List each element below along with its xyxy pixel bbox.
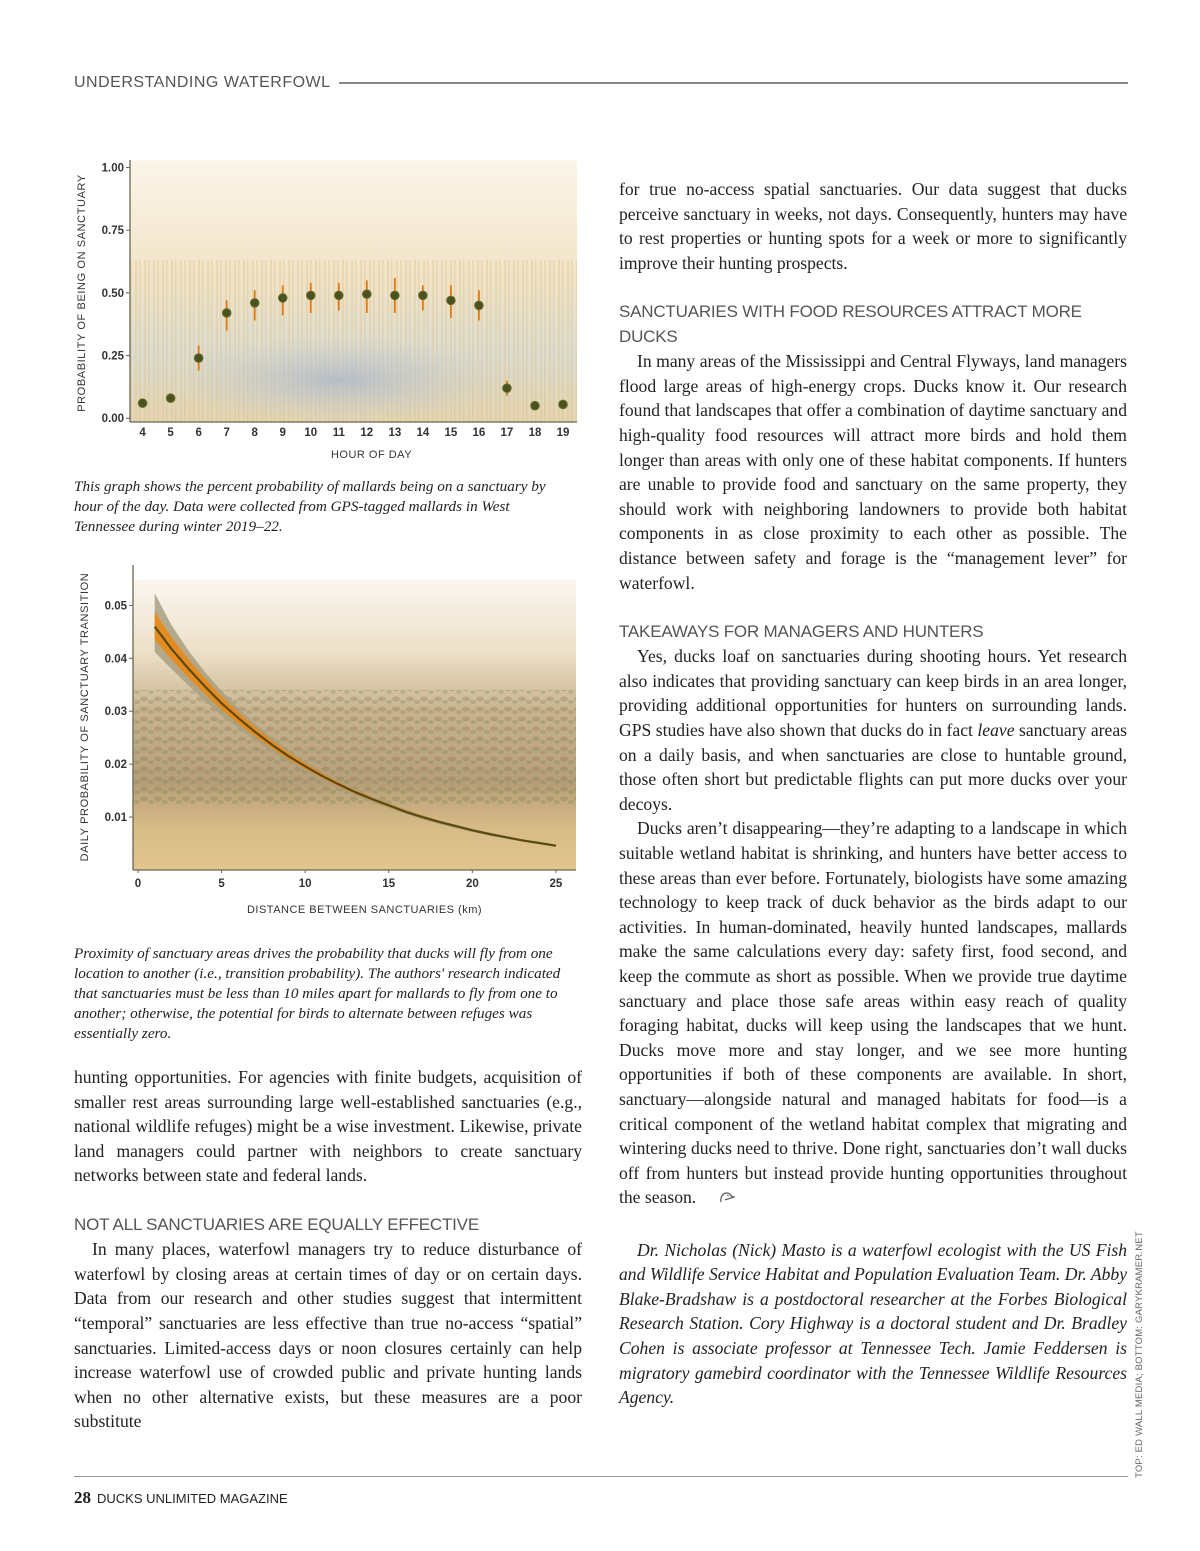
x-tick-label: 8 (251, 427, 258, 439)
data-point (138, 399, 147, 408)
x-tick-label: 17 (500, 427, 514, 439)
x-tick-label: 7 (223, 427, 230, 439)
photo-credit: TOP: ED WALL MEDIA; BOTTOM: GARYKRAMER.NET (1134, 1231, 1145, 1478)
chart-sanctuary-by-hour (70, 150, 590, 470)
water-area (170, 335, 510, 425)
x-tick-label: 10 (304, 427, 318, 439)
data-point (475, 301, 484, 310)
chart-transition-vs-distance-svg (70, 565, 590, 930)
x-tick-label: 16 (472, 427, 486, 439)
chart1-caption: This graph shows the percent probability of mallards being on a sanctuary by hour of the day. Data were collected from GPS-tagged mallards in West Tennessee during winter 2019–22. (74, 478, 546, 535)
x-tick-label: 4 (139, 427, 146, 439)
x-tick-label: 15 (382, 878, 396, 890)
y-tick-label: 0.00 (101, 413, 124, 426)
y-tick-label: 0.25 (101, 350, 124, 363)
footer-rule (74, 1476, 1128, 1477)
x-tick-label: 9 (279, 427, 286, 439)
data-point (250, 299, 259, 308)
data-point (419, 291, 428, 300)
heading-food-resources: SANCTUARIES WITH FOOD RESOURCES ATTRACT MORE DUCKS (619, 301, 1082, 346)
publication-name: DUCKS UNLIMITED MAGAZINE (97, 1491, 288, 1506)
y-tick-label: 0.03 (104, 706, 127, 719)
x-tick-label: 5 (167, 427, 174, 439)
y-axis-label: DAILY PROBABILITY OF SANCTUARY TRANSITION (79, 572, 91, 862)
x-tick-label: 19 (556, 427, 570, 439)
x-tick-label: 6 (195, 427, 202, 439)
x-axis-label: DISTANCE BETWEEN SANCTUARIES (km) (246, 904, 483, 916)
x-tick-label: 13 (388, 427, 402, 439)
left-paragraph-1: hunting opportunities. For agencies with finite budgets, acquisition of smaller rest areas surrounding large well-established sanctuaries (e.g., national wildlife refuges) might be a wise investment. Likewise, private land managers could partner with neighbors to create sanctuary networks between state and federal lands. (74, 1067, 582, 1186)
x-axis-label: HOUR OF DAY (330, 449, 413, 461)
data-point (531, 401, 540, 410)
y-axis-label: PROBABILITY OF BEING ON SANCTUARY (76, 174, 88, 412)
chart-sanctuary-by-hour-svg (70, 150, 590, 470)
right-column (619, 177, 1127, 1410)
x-tick-label: 11 (332, 427, 345, 439)
y-tick-label: 0.50 (101, 287, 124, 300)
x-tick-label: 10 (298, 878, 312, 890)
y-tick-label: 0.01 (104, 812, 127, 825)
duck-head-end-mark-icon (701, 1188, 735, 1213)
data-point (194, 354, 203, 363)
right-paragraph-3: Yes, ducks loaf on sanctuaries during shooting hours. Yet research also indicates that providing sanctuary can keep birds in an area longer, providing additional opportunities for hunters on surrounding lands. GPS studies have also shown that ducks do in fact leave sanctuary areas on a daily basis, and when sanctuaries are close to huntable ground, those often short but predictable flights can put more ducks over your decoys. (619, 646, 1127, 814)
data-point (278, 294, 287, 303)
section-title: UNDERSTANDING WATERFOWL (74, 74, 331, 91)
right-paragraph-1: for true no-access spatial sanctuaries. Our data suggest that ducks perceive sanctuary in weeks, not days. Consequently, hunters may have to rest properties or hunting spots for a week or more to significantly improve their hunting prospects. (619, 179, 1127, 273)
data-point (559, 400, 568, 409)
section-header (74, 72, 1128, 94)
data-point (306, 291, 315, 300)
heading-takeaways: TAKEAWAYS FOR MANAGERS AND HUNTERS (619, 621, 984, 641)
emphasis-leave: leave (977, 720, 1015, 741)
y-tick-label: 0.75 (101, 225, 124, 238)
data-point (363, 290, 372, 299)
chart2-caption: Proximity of sanctuary areas drives the probability that ducks will fly from one location to another (i.e., transition probability). The authors' research indicated that sanctuaries must be less than 10 miles apart for mallards to fly from one to another; otherwise, the potential for birds to alternate between refuges was essentially zero. (74, 945, 561, 1042)
page-number: 28 (74, 1488, 91, 1507)
page-footer (74, 1488, 288, 1508)
y-tick-label: 0.04 (104, 653, 127, 666)
duck-flock-texture (133, 690, 576, 805)
y-tick-label: 1.00 (101, 162, 124, 175)
left-paragraph-2: In many places, waterfowl managers try to reduce disturbance of waterfowl by closing areas at certain times of day or on certain days. Data from our research and other studies suggest that intermittent “temporal” sanctuaries are less effective than true no-access “spatial” sanctuaries. Limited-access days or noon closures certainly can help increase waterfowl use of crowded public and private hunting lands when no other alternative exists, but these measures are a poor substitute (74, 1239, 582, 1432)
x-tick-label: 18 (528, 427, 542, 439)
x-tick-label: 14 (416, 427, 430, 439)
x-tick-label: 0 (134, 878, 142, 890)
y-tick-label: 0.02 (104, 759, 127, 772)
author-bio: Dr. Nicholas (Nick) Masto is a waterfowl ecologist with the US Fish and Wildlife Service Habitat and Population Evaluation Team. Dr. Abby Blake-Bradshaw is a postdoctoral researcher at the Forbes Biological Research Station. Cory Highway is a doctoral student and Dr. Bradley Cohen is associate professor at Tennessee Tech. Jamie Feddersen is migratory gamebird coordinator with the Tennessee Wildlife Resources Agency. (619, 1239, 1127, 1408)
chart-transition-vs-distance (70, 565, 590, 930)
data-point (447, 296, 456, 305)
y-tick-label: 0.05 (104, 600, 127, 613)
right-paragraph-2: In many areas of the Mississippi and Central Flyways, land managers flood large areas of high-energy crops. Ducks know it. Our research found that landscapes that offer a combination of daytime sanctuary and high-quality food resources will attract more birds and hold them longer than areas with only one of these habitat components. If hunters are unable to provide food and sanctuary on the same property, they should work with neighboring landowners to provide both habitat components in as close proximity to each other as possible. The distance between safety and forage is the “management lever” for waterfowl. (619, 351, 1127, 593)
x-tick-label: 5 (218, 878, 225, 890)
x-tick-label: 25 (549, 878, 563, 890)
data-point (166, 394, 175, 403)
data-point (391, 291, 400, 300)
x-tick-label: 15 (444, 427, 458, 439)
right-paragraph-4: Ducks aren’t disappearing—they’re adapting to a landscape in which suitable wetland habitat is shrinking, and hunters have better access to these areas than ever before. Fortunately, biologists have some amazing technology to keep track of duck behavior as the birds adapt to our activities. In human-dominated, heavily hunted landscapes, mallards make the same calculations every day: safety first, food second, and keep the commute as short as possible. When we provide true daytime sanctuary and place those safe areas within easy reach of quality foraging habitat, ducks will keep using the landscapes that we hunt. Ducks move more and stay longer, and we see more hunting opportunities if both of these components are available. In short, sanctuary—alongside natural and managed habitats for food—is a critical component of the wetland habitat complex that migrating and wintering ducks need to thrive. Done right, sanctuaries don’t wall ducks off from hunters but instead provide hunting opportunities throughout the season. (619, 816, 1127, 1213)
x-tick-label: 12 (360, 427, 374, 439)
x-tick-label: 20 (465, 878, 479, 890)
data-point (334, 291, 343, 300)
data-point (503, 384, 512, 393)
heading-not-all-sanctuaries: NOT ALL SANCTUARIES ARE EQUALLY EFFECTIVE (74, 1214, 479, 1234)
left-column (74, 1065, 582, 1434)
header-rule (339, 82, 1128, 84)
data-point (222, 309, 231, 318)
